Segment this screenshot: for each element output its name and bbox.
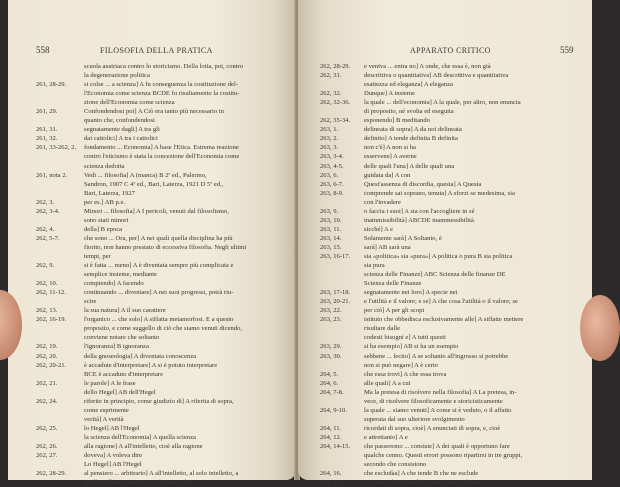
line-reference: 262, 26.: [36, 442, 58, 450]
line-reference: [320, 460, 364, 469]
line-text: proposito, e come suggello di ciò che siamo venuti dicendo,: [84, 325, 243, 333]
apparatus-line: [320, 261, 582, 270]
line-reference: [36, 478, 84, 487]
apparatus-line: [36, 379, 291, 388]
line-text: sarà] AB sarà una: [364, 243, 411, 251]
apparatus-line: [320, 134, 582, 143]
line-reference: 261, 33-262, 2.: [36, 144, 77, 152]
line-text: qualche cenno. Questi errori possono ripartirsi in tre gruppi,: [364, 452, 523, 460]
apparatus-line: [36, 442, 291, 451]
line-text: si ha esempio] AB si ha un esempio: [364, 343, 459, 351]
apparatus-line: [320, 297, 582, 306]
line-reference: 263, 6.: [320, 171, 339, 179]
line-text: è accadute d'interpretare] A si è potuto interpretare: [84, 361, 218, 369]
line-reference: 261, 31.: [36, 126, 58, 134]
line-reference: [320, 415, 364, 424]
line-text: Bari, Laterza, 1927: [84, 189, 135, 197]
line-reference: [320, 80, 364, 89]
line-text: guidata da] A con: [364, 171, 411, 179]
apparatus-line: [320, 288, 582, 297]
apparatus-line: [320, 89, 582, 98]
line-reference: 262, 10.: [36, 280, 58, 288]
line-text: fondamento ... Economia] A base l'Etica. Estrema reazione: [84, 144, 239, 152]
apparatus-line: [320, 234, 582, 243]
line-text: si è fatta ... meno] A è diventata sempre più complicata e: [84, 262, 234, 270]
apparatus-line: [36, 152, 291, 161]
line-reference: 262, 32-36.: [320, 99, 351, 107]
line-text: inammissibilità] ABCDE inammessibilità: [364, 216, 474, 224]
line-reference: 263, 22.: [320, 307, 342, 315]
line-text: Confondendosi poi] A Ciò era tanto più necessario in: [84, 108, 224, 116]
line-text: come esprimente: [84, 406, 129, 414]
line-reference: 262, 16-19.: [36, 316, 67, 324]
line-reference: 263, 2.: [320, 135, 339, 143]
line-text: ricordati di sopra, cioè] A enunciati di sopra, e, cioè: [364, 424, 501, 432]
line-reference: [36, 71, 84, 80]
line-text: scienza dedotta: [84, 162, 125, 170]
line-reference: [36, 297, 84, 306]
line-reference: 263, 8-9.: [320, 189, 344, 197]
apparatus-line: [36, 288, 291, 297]
line-reference: [36, 116, 84, 125]
line-reference: 263, 15.: [320, 243, 342, 251]
line-text: e veniva ... entra no] A onde, che essa è, non già: [364, 63, 491, 70]
apparatus-line: [320, 478, 582, 487]
line-text: sicché] A e: [364, 225, 393, 233]
line-text: compiendo] A facendo: [84, 280, 144, 288]
apparatus-line: [320, 189, 582, 198]
line-text: e l'utilità e il valore; e se] A che cosa l'utilità o il valore; se: [364, 298, 518, 306]
right-page: [298, 0, 592, 487]
line-reference: [320, 324, 364, 333]
line-text: sebbene ... lecito] A se soltanto all'ingrosso si potrebbe: [364, 352, 509, 360]
line-reference: 262, 28-29.: [36, 470, 67, 478]
line-reference: 264, 14-15.: [320, 442, 351, 450]
line-reference: 263, 6-7.: [320, 180, 344, 188]
line-reference: [36, 460, 84, 469]
line-text: riferite in principio, come giudizio di] A riferita di sopra,: [84, 397, 234, 405]
apparatus-line: [36, 406, 291, 415]
line-text: alla ragione] A all'intelletto, cioè alla ragione: [84, 442, 203, 450]
line-reference: [320, 198, 364, 207]
line-text: la quale ... siamo venuti] A come si è veduto, o il affatto: [364, 406, 512, 414]
apparatus-line: [320, 180, 582, 189]
apparatus-line: [36, 134, 291, 143]
apparatus-line: [320, 270, 582, 279]
line-reference: [36, 406, 84, 415]
apparatus-line: [320, 442, 582, 451]
apparatus-line: [36, 261, 291, 270]
line-text: Quest'assenza di discordia, questa] A Questa: [364, 180, 482, 188]
line-reference: [320, 333, 364, 342]
apparatus-line: [36, 225, 291, 234]
line-reference: [36, 189, 84, 198]
line-text: che escludàa] A che tende B che ne esclude: [364, 470, 479, 478]
line-reference: 262, 4.: [36, 225, 55, 233]
apparatus-line: [36, 243, 291, 252]
line-reference: [320, 451, 364, 460]
line-reference: 264, 9-10.: [320, 406, 347, 414]
line-reference: 262, 3.: [36, 198, 55, 206]
left-running-header: FILOSOFIA DELLA PRATICA: [100, 46, 213, 55]
apparatus-line: [36, 207, 291, 216]
apparatus-line: [36, 62, 291, 71]
right-running-header: APPARATO CRITICO: [410, 46, 491, 55]
line-text: scire: [84, 298, 97, 306]
line-reference: 262, 20-21.: [36, 361, 67, 369]
line-reference: 261, 28-29.: [36, 81, 67, 89]
apparatus-line: [320, 451, 582, 460]
line-reference: 263, 4-5.: [320, 162, 344, 170]
apparatus-line: [36, 397, 291, 406]
apparatus-line: [36, 162, 291, 171]
apparatus-line: [36, 80, 291, 89]
line-text: conviene notare che soltanto: [84, 334, 160, 342]
line-text: la scienza dell'Economia] A quella scienza: [84, 433, 196, 441]
apparatus-line: [36, 171, 291, 180]
line-text: contro l'eticismo è stata la concezione dell'Economia come: [84, 153, 240, 161]
line-text: esponendo] B meditando: [364, 117, 430, 125]
apparatus-line: [36, 478, 291, 487]
line-reference: [36, 152, 84, 161]
apparatus-line: [36, 451, 291, 460]
apparatus-line: [36, 71, 291, 80]
line-reference: 262, 11-12.: [36, 289, 66, 297]
apparatus-line: [36, 216, 291, 225]
line-reference: 263, 17-18.: [320, 289, 351, 297]
line-text: Lo Hegel] AB l'Hegel: [84, 461, 142, 469]
line-reference: [36, 162, 84, 171]
apparatus-line: [320, 424, 582, 433]
line-reference: [320, 107, 364, 116]
line-reference: 263, 10.: [320, 216, 342, 224]
apparatus-line: [36, 388, 291, 397]
apparatus-line: [320, 225, 582, 234]
apparatus-line: [320, 370, 582, 379]
line-text: per ciò] A per gli scopi: [364, 307, 425, 315]
line-text: doveva] A voleva dire: [84, 452, 143, 460]
line-reference: 263, 11.: [320, 225, 342, 233]
line-reference: [320, 279, 364, 288]
right-page-number: 559: [560, 45, 574, 55]
apparatus-line: [36, 252, 291, 261]
line-text: comprende sai soprano, tenuta] A sforzi se medesima, sia: [364, 189, 515, 197]
apparatus-line: [36, 125, 291, 134]
line-reference: 262, 13.: [36, 307, 58, 315]
line-text: la quale ... dell'economia] A la quale, per altro, non enuncia: [364, 99, 521, 107]
apparatus-line: [36, 279, 291, 288]
apparatus-line: [320, 152, 582, 161]
line-text: istituto che obbedisca esclusivamente alle] A siffatte mettere: [364, 316, 524, 324]
line-text: lo Hegel] AB l'Hegel: [84, 424, 140, 432]
line-text: della gnoseologia] A diventata conoscenza: [84, 352, 197, 360]
apparatus-line: [36, 342, 291, 351]
line-text: semplice insieme, mediante: [84, 271, 158, 279]
line-reference: 262, 28-29.: [320, 63, 351, 70]
apparatus-line: [320, 469, 582, 478]
line-text: zione dell'Economia come scienza: [84, 99, 175, 107]
line-reference: [36, 98, 84, 107]
apparatus-line: [36, 469, 291, 478]
apparatus-line: [36, 424, 291, 433]
line-reference: [36, 415, 84, 424]
line-reference: 261, nota 2.: [36, 171, 68, 179]
apparatus-line: [320, 125, 582, 134]
line-text: Solamente sarà] A Soltanto, è: [364, 234, 442, 242]
line-text: la degenerazione politica: [84, 72, 150, 80]
line-text: fiorito, non hanno prestato di eccessiva filosofia. Negli ultimi: [84, 243, 247, 251]
apparatus-line: [320, 252, 582, 261]
line-text: quanto che, confondendosi: [84, 117, 155, 125]
line-text: risultare dalle: [364, 325, 401, 333]
apparatus-line: [36, 189, 291, 198]
apparatus-line: [320, 315, 582, 324]
line-text: Vedi ... filosofia] A (manca) B 2ª ed., Palermo,: [84, 171, 207, 179]
line-reference: [320, 397, 364, 406]
line-text: quell'intelletto astrattivo e arbitrario, che: [84, 479, 192, 487]
line-reference: 264, 16.: [320, 470, 342, 478]
line-reference: 262, 9.: [36, 262, 55, 270]
line-text: al pensiero ... arbitrario] A all'intelletto, al solo intelletto, a: [84, 470, 239, 478]
line-reference: [36, 370, 84, 379]
apparatus-line: [320, 333, 582, 342]
apparatus-line: [36, 306, 291, 315]
apparatus-line: [320, 71, 582, 80]
line-reference: [36, 243, 84, 252]
line-reference: 262, 5-7.: [36, 234, 60, 242]
line-reference: 262, 20.: [36, 352, 58, 360]
line-reference: 263, 16-17.: [320, 252, 351, 260]
apparatus-line: [320, 80, 582, 89]
line-text: dai cattolici] A tra i cattolici: [84, 135, 158, 143]
line-text: che essa trovi] A che essa trova: [364, 370, 447, 378]
line-reference: 262, 21.: [36, 379, 58, 387]
line-reference: 263, 20-21.: [320, 298, 351, 306]
line-text: Ma la pretesa di risolvere nella filosofia] A La pretesa, in-: [364, 388, 517, 396]
line-reference: 262, 25.: [36, 424, 58, 432]
line-reference: [36, 216, 84, 225]
line-text: Sandron, 1907 C 4ª ed., Bari, Laterza, 1921 D 5ª ed.,: [84, 180, 224, 188]
open-book: [8, 0, 592, 487]
apparatus-line: [36, 460, 291, 469]
apparatus-line: [36, 370, 291, 379]
line-text: o faccia i suoi] A sia con l'accogliere in sé: [364, 207, 475, 215]
line-text: Dunque] A insieme: [364, 90, 415, 98]
left-page: [8, 0, 296, 487]
line-text: tempi, per: [84, 252, 111, 260]
apparatus-line: [36, 324, 291, 333]
line-text: delineata di sopra] A da noi delineata: [364, 126, 462, 134]
line-reference: 263, 1.: [320, 126, 339, 134]
line-text: sia «politica» sia «pura»] A politica o pura B sia politica: [364, 252, 513, 260]
line-text: l'ignoranza] B ignoranza: [84, 343, 149, 351]
line-reference: 262, 24.: [36, 397, 58, 405]
line-text: esattezza ed eleganza] A eleganza: [364, 81, 453, 89]
line-text: codesti bisogni e] A tutti questi: [364, 334, 446, 342]
apparatus-line: [320, 306, 582, 315]
line-reference: [36, 333, 84, 342]
line-text: verità] A verità: [84, 415, 124, 423]
line-text: scuola austriaca contro lo storicismo. Della lotta, poi, contro: [84, 63, 244, 70]
line-reference: [36, 324, 84, 333]
line-reference: [36, 62, 84, 71]
line-reference: 263, 9.: [320, 207, 339, 215]
line-reference: 263, 3-4.: [320, 153, 344, 161]
right-thumb: [580, 295, 620, 361]
apparatus-line: [320, 107, 582, 116]
apparatus-line: [320, 379, 582, 388]
line-text: si colse ... a scienza] A fu conseguenza la costituzione del-: [84, 81, 238, 89]
line-reference: 262, 31.: [320, 72, 342, 80]
line-text: vece, di risolvere filosoficamente e storicisticamente: [364, 397, 503, 405]
line-reference: 263, 29.: [320, 343, 342, 351]
apparatus-line: [36, 333, 291, 342]
line-reference: 262, 27.: [36, 452, 58, 460]
line-text: della] B epoca: [84, 225, 123, 233]
apparatus-line: [320, 352, 582, 361]
apparatus-line: [320, 361, 582, 370]
apparatus-line: [36, 361, 291, 370]
line-text: l'organico ... che solo] A siffatta metamorfosi. E a questo: [84, 316, 234, 324]
apparatus-line: [320, 216, 582, 225]
line-text: sia pura: [364, 262, 385, 270]
apparatus-line: [320, 388, 582, 397]
line-reference: 262, 19.: [36, 343, 58, 351]
line-reference: [36, 252, 84, 261]
left-page-number: 558: [36, 45, 50, 55]
line-text: Scienza delle Finanze: [364, 280, 422, 288]
apparatus-line: [320, 143, 582, 152]
left-apparatus-lines: [36, 62, 291, 487]
apparatus-line: [36, 143, 291, 152]
apparatus-line: [36, 270, 291, 279]
line-text: BCE è accaduto d'interpretare: [84, 370, 163, 378]
line-text: superata dal suo ulteriore svolgimento: [364, 415, 465, 423]
line-reference: [36, 89, 84, 98]
line-text: sia esso solo capace] A capace, esso soltanto: [364, 479, 482, 487]
apparatus-line: [320, 406, 582, 415]
line-text: segnatamente nei loro] A specie nei: [364, 289, 458, 297]
line-text: dello Hegel] AB dell'Hegel: [84, 388, 156, 396]
line-reference: 263, 3.: [320, 144, 339, 152]
line-reference: [320, 361, 364, 370]
line-text: l'Economia come scienza BCDE fu risultamento la costitu-: [84, 90, 240, 98]
apparatus-line: [320, 62, 582, 71]
apparatus-line: [320, 116, 582, 125]
line-reference: 264, 5.: [320, 370, 339, 378]
line-reference: 263, 14.: [320, 234, 342, 242]
line-reference: [320, 270, 364, 279]
apparatus-line: [36, 433, 291, 442]
apparatus-line: [320, 171, 582, 180]
apparatus-line: [36, 234, 291, 243]
line-reference: 264, 7-8.: [320, 388, 344, 396]
apparatus-line: [320, 279, 582, 288]
line-reference: 262, 35-34.: [320, 117, 351, 125]
line-text: per es.] AB p.e.: [84, 198, 126, 206]
line-reference: 262, 32.: [320, 90, 342, 98]
line-reference: [36, 433, 84, 442]
line-reference: 262, 3-4.: [36, 207, 60, 215]
line-text: le parole] A le frase: [84, 379, 136, 387]
line-text: secondo che consistono: [364, 461, 427, 469]
apparatus-line: [320, 198, 582, 207]
line-text: e attrettanto] A e: [364, 433, 408, 441]
apparatus-line: [320, 460, 582, 469]
apparatus-line: [36, 116, 291, 125]
line-reference: [36, 388, 84, 397]
line-reference: 263, 23.: [320, 316, 342, 324]
apparatus-line: [36, 180, 291, 189]
line-reference: 264, 12.: [320, 433, 342, 441]
line-text: Minori ... filosofia] A I pericoli, venuti dal filosofismo,: [84, 207, 229, 215]
line-reference: 264, 11.: [320, 424, 342, 432]
apparatus-line: [36, 415, 291, 424]
line-reference: [36, 180, 84, 189]
apparatus-line: [320, 415, 582, 424]
line-reference: [36, 270, 84, 279]
line-text: scienza delle Finanze] ABC Scienza delle finanze DE: [364, 271, 506, 279]
line-text: descrittiva o quantitativa] AB descrittiva e quantitativa: [364, 72, 509, 80]
line-text: segnatamente dagli] A tra gli: [84, 126, 160, 134]
line-reference: [320, 261, 364, 270]
line-text: con l'invadere: [364, 198, 401, 206]
apparatus-line: [320, 162, 582, 171]
apparatus-line: [320, 397, 582, 406]
line-text: di proposito, né svolta ed eseguita: [364, 108, 454, 116]
apparatus-line: [36, 98, 291, 107]
apparatus-line: [36, 89, 291, 98]
line-text: non si può negare] A è certo: [364, 361, 438, 369]
apparatus-line: [36, 107, 291, 116]
line-text: definito] A tende definita B definita: [364, 135, 458, 143]
line-reference: 264, 17.: [320, 479, 342, 487]
apparatus-line: [36, 352, 291, 361]
line-text: che sono ... Ora, per] A nei quali quella disciplina ha più: [84, 234, 233, 242]
apparatus-line: [36, 315, 291, 324]
apparatus-line: [320, 207, 582, 216]
line-reference: 264, 6.: [320, 379, 339, 387]
line-text: delle quali l'una] A delle quali una: [364, 162, 455, 170]
line-text: la sua natura] A il suo carattere: [84, 307, 166, 315]
apparatus-line: [36, 297, 291, 306]
line-text: non c'è] A non si ha: [364, 144, 416, 152]
line-reference: 261, 29.: [36, 108, 58, 116]
apparatus-line: [320, 324, 582, 333]
apparatus-line: [320, 433, 582, 442]
line-text: esservene] A averne: [364, 153, 417, 161]
line-text: continuando ... diventare] A nei suoi progressi, potrà riu-: [84, 289, 234, 297]
apparatus-line: [320, 243, 582, 252]
line-text: alle quali] A a cui: [364, 379, 411, 387]
line-reference: 263, 30.: [320, 352, 342, 360]
apparatus-line: [36, 198, 291, 207]
line-text: che passeremo ... consiste] A dei quali è opportuno fare: [364, 442, 510, 450]
right-apparatus-lines: [320, 62, 582, 487]
line-reference: 261, 32.: [36, 135, 58, 143]
apparatus-line: [320, 98, 582, 107]
apparatus-line: [320, 342, 582, 351]
line-text: sono stati minori: [84, 216, 129, 224]
